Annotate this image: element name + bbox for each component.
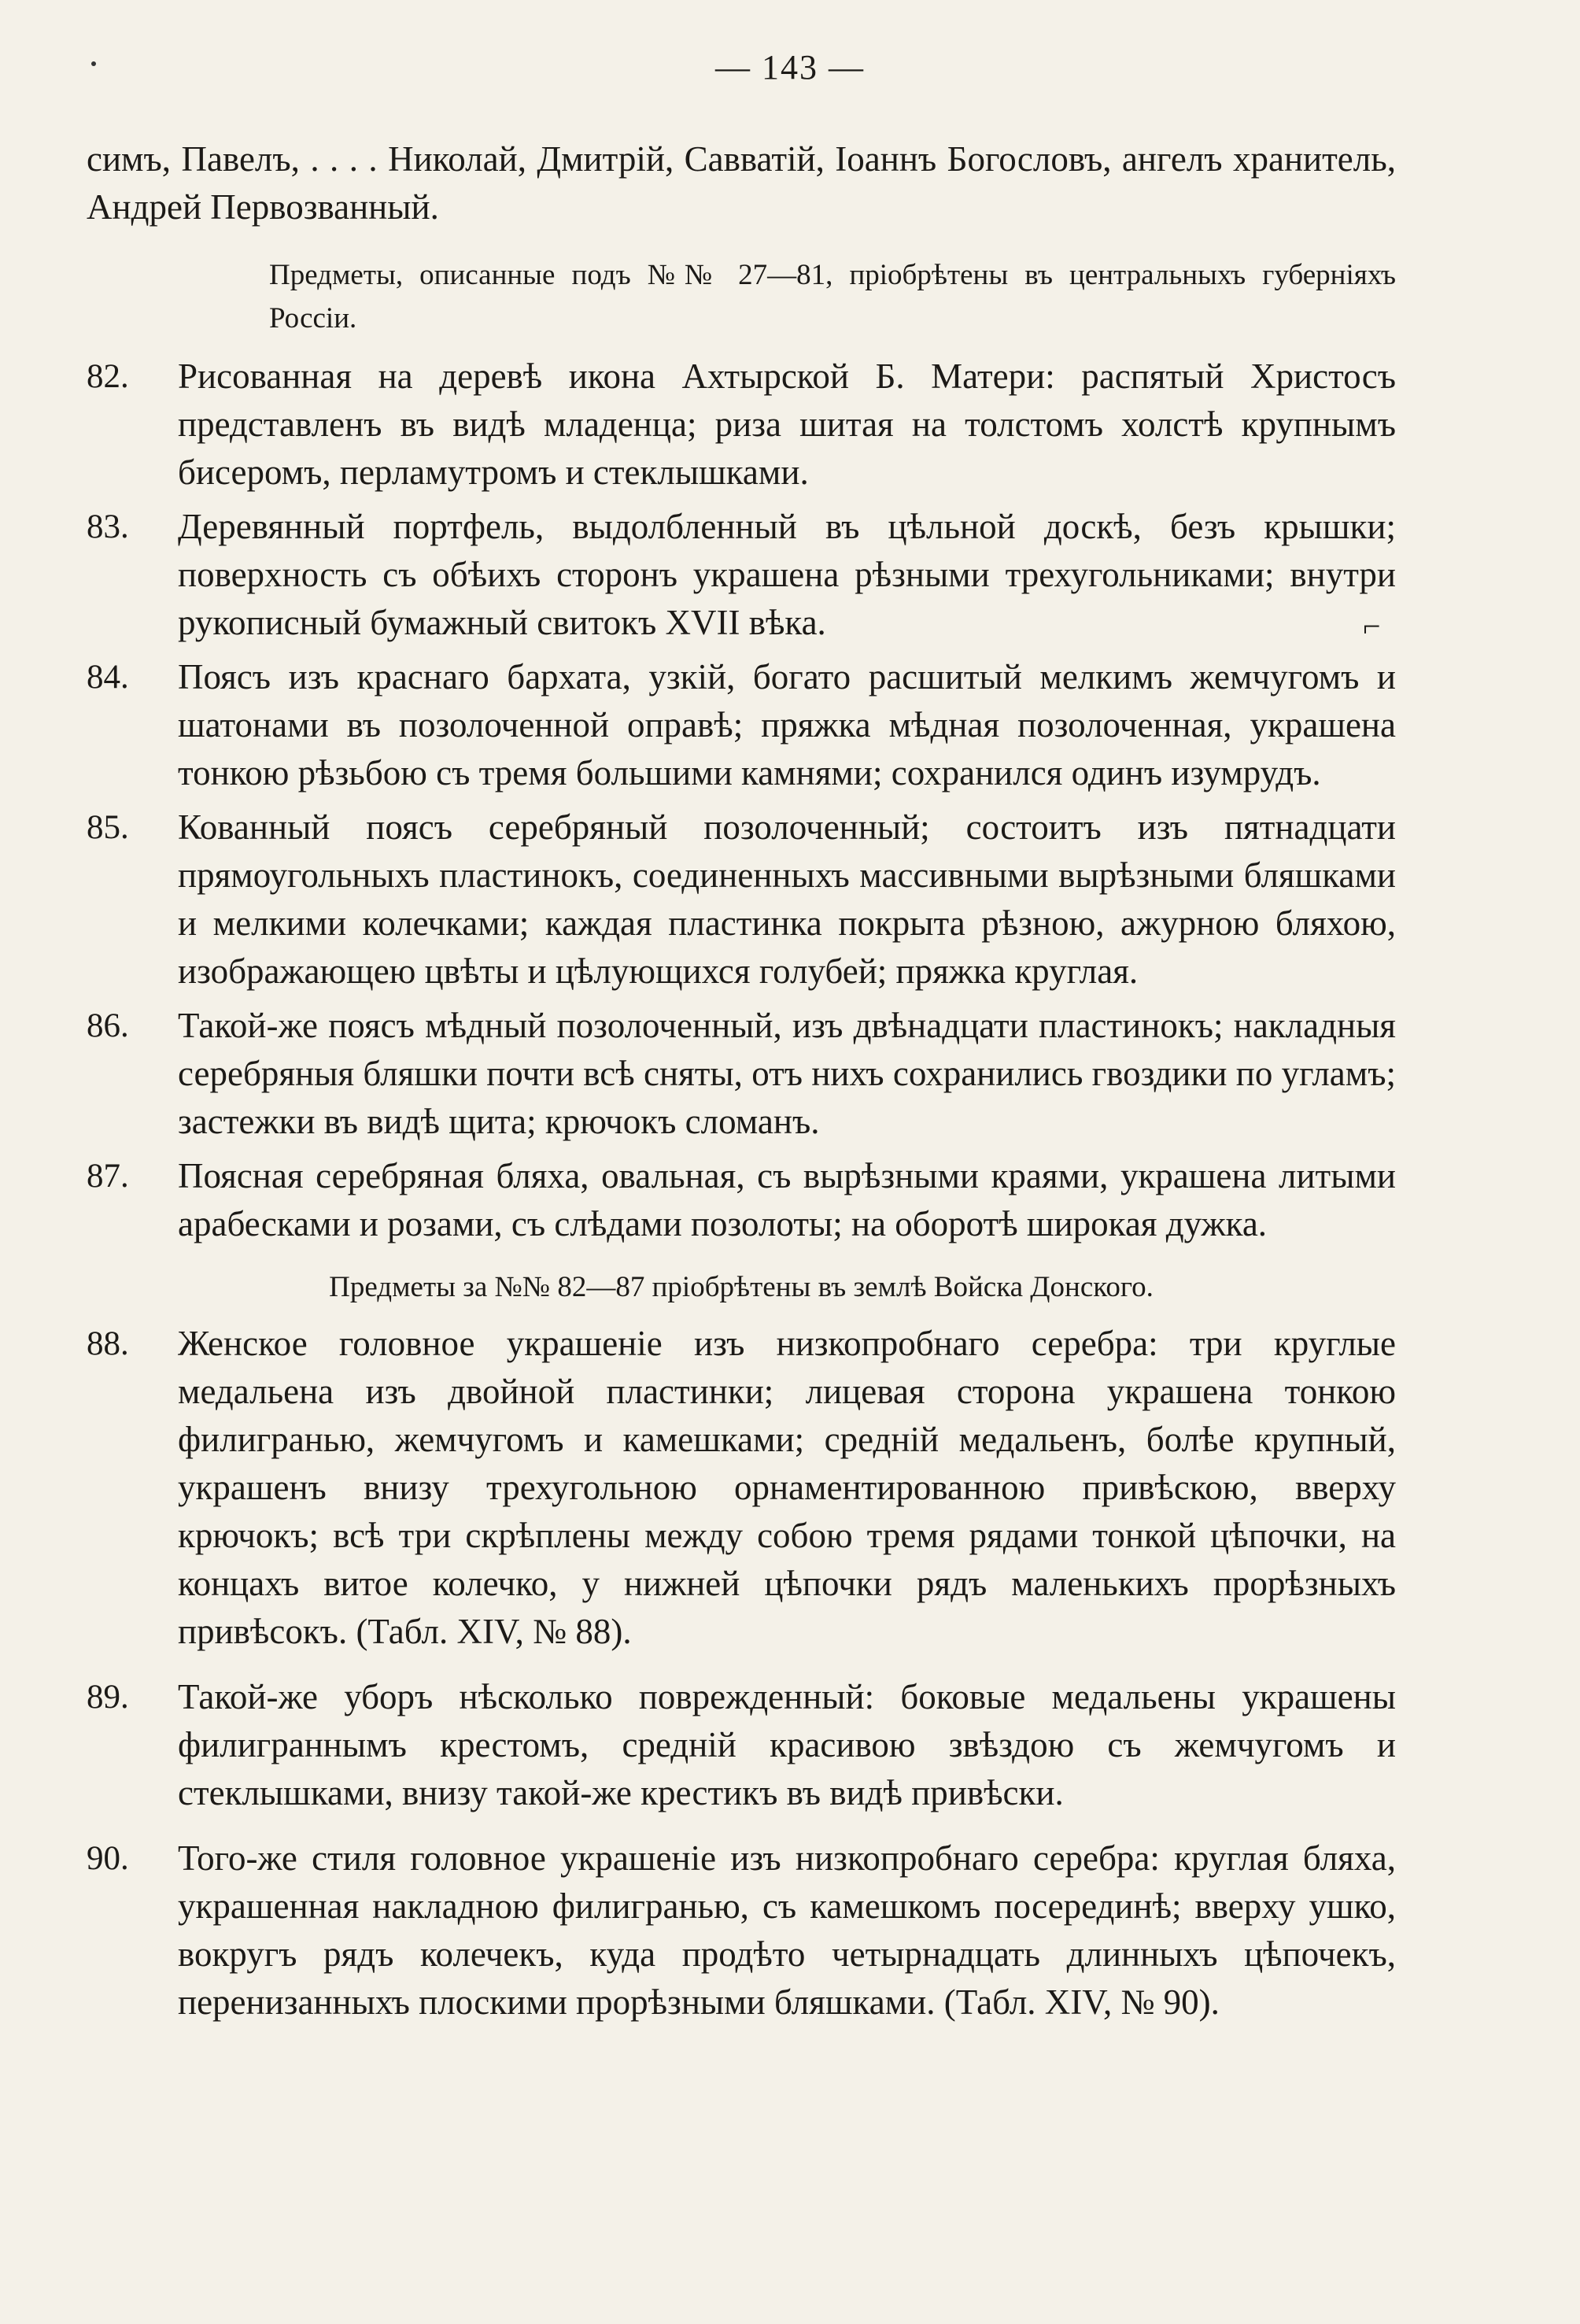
catalog-entry [87, 1152, 1396, 1248]
entries-group-b [87, 1320, 1396, 2027]
entry-number: 82. [87, 358, 129, 395]
catalog-entry [87, 503, 1396, 647]
page-number: — 143 — [715, 48, 865, 87]
catalog-entry [87, 653, 1396, 797]
entry-text: Того-же стиля головное украшеніе изъ низкопробнаго серебра: круглая бляха, украшенная накладною филигранью, съ камешкомъ посерединѣ; вверху ушко, вокругъ рядъ колечекъ, куда продѣто четырнадцать длинныхъ цѣпочекъ, перенизанныхъ плоскими прорѣзными бляшками. (Табл. XIV, № 90). [178, 1838, 1396, 2022]
entry-text: Такой-же уборъ нѣсколько поврежденный: боковые медальены украшены филиграннымъ крестомъ, средній красивою звѣздою съ жемчугомъ и стеклышками, внизу такой-же крестикъ въ видѣ привѣски. [178, 1677, 1396, 1812]
entry-text: Поясъ изъ краснаго бархата, узкій, богато расшитый мелкимъ жемчугомъ и шатонами въ позолоченной оправѣ; пряжка мѣдная позолоченная, украшена тонкою рѣзьбою съ тремя большими камнями; сохранился одинъ изумрудъ. [178, 657, 1396, 793]
margin-mark: ⌐ [1363, 608, 1381, 644]
entry-number: 88. [87, 1325, 129, 1362]
entry-number: 84. [87, 659, 129, 696]
entry-number: 86. [87, 1007, 129, 1044]
acquisition-note: Предметы, описанные подъ №№ 27—81, пріобрѣтены въ центральныхъ губерніяхъ Россіи. [269, 259, 1396, 334]
entry-text: Женское головное украшеніе изъ низкопробнаго серебра: три круглые медальена изъ двойной пластинки; лицевая сторона украшена тонкою филигранью, жемчугомъ и камешками; средній медальенъ, болѣе крупный, украшенъ внизу трехугольною орнаментированною привѣскою, вверху крючокъ; всѣ три скрѣплены между собою тремя рядами тонкой цѣпочки, на концахъ витое колечко, у нижней цѣпочки рядъ маленькихъ прорѣзныхъ привѣсокъ. (Табл. XIV, № 88). [178, 1324, 1396, 1651]
entry-text: Такой-же поясъ мѣдный позолоченный, изъ двѣнадцати пластинокъ; накладныя серебряныя бляшки почти всѣ сняты, отъ нихъ сохранились гвоздики по угламъ; застежки въ видѣ щита; крючокъ сломанъ. [178, 1006, 1396, 1141]
catalog-entry [87, 1834, 1396, 2027]
catalog-entry [87, 1320, 1396, 1656]
catalog-entry [87, 1673, 1396, 1817]
acquisition-note: Предметы за №№ 82—87 пріобрѣтены въ землѣ Войска Донского. [329, 1271, 1154, 1303]
body-text [87, 135, 1396, 2027]
entry-number: 83. [87, 508, 129, 545]
entry-text: Кованный поясъ серебряный позолоченный; состоитъ изъ пятнадцати прямоугольныхъ пластинокъ, соединенныхъ массивными вырѣзными бляшками и мелкими колечками; каждая пластинка покрыта рѣзною, ажурною бляхою, изображающею цвѣты и цѣлующихся голубей; пряжка круглая. [178, 807, 1396, 991]
entry-number: 87. [87, 1158, 129, 1195]
entry-text: Рисованная на деревѣ икона Ахтырской Б. Матери: распятый Христосъ представленъ въ видѣ младенца; риза шитая на толстомъ холстѣ крупнымъ бисеромъ, перламутромъ и стеклышками. [178, 357, 1396, 492]
catalog-entry [87, 1002, 1396, 1146]
entry-number: 90. [87, 1840, 129, 1877]
entries-group-a [87, 353, 1396, 1248]
entry-text: Деревянный портфель, выдолбленный въ цѣльной доскѣ, безъ крышки; поверхность съ обѣихъ сторонъ украшена рѣзными трехугольниками; внутри рукописный бумажный свитокъ XVII вѣка. [178, 507, 1396, 642]
catalog-entry [87, 804, 1396, 996]
entry-text: Поясная серебряная бляха, овальная, съ вырѣзными краями, украшена литыми арабесками и розами, съ слѣдами позолоты; на оборотѣ широкая дужка. [178, 1156, 1396, 1243]
entry-number: 85. [87, 809, 129, 846]
entry-number: 89. [87, 1679, 129, 1716]
catalog-entry [87, 353, 1396, 497]
continuation-paragraph: симъ, Павелъ, . . . . Николай, Дмитрій, Савватій, Іоаннъ Богословъ, ангелъ хранитель, Андрей Первозванный. [87, 139, 1396, 227]
